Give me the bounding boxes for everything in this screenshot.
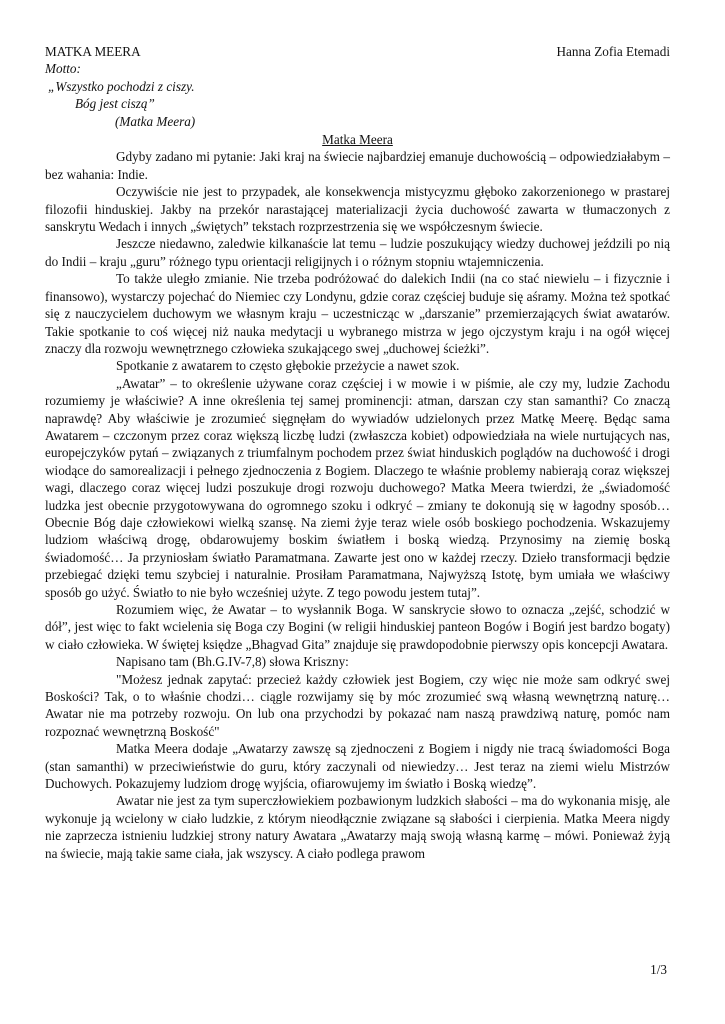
article-title: Matka Meera (322, 132, 393, 148)
paragraph: Matka Meera dodaje „Awatarzy zawszę są zjednoczeni z Bogiem i nigdy nie tracą świadomości Boga (stan samanthi) w przeciwieństwie do guru, który zaczynali od niewiedzy… Jest teraz na ziemi wielu Mistrzów Duchowych. Pokazujemy ludziom drogę wyjścia, ofiarowujemy im światło i Boską wiedzę”. (45, 741, 670, 792)
paragraph: Oczywiście nie jest to przypadek, ale konsekwencja mistycyzmu głęboko zakorzenionego w prastarej filozofii hinduskiej. Jakby na przekór narastającej materializacji życia duchowość zawarta w tłumaczonych z sanskrytu Wedach i innych „świętych” tekstach rozprzestrzenia się we współczesnym świecie. (45, 184, 670, 235)
document-page (45, 43, 670, 862)
header-author: Hanna Zofia Etemadi (556, 44, 670, 59)
paragraph: To także uległo zmianie. Nie trzeba podróżować do dalekich Indii (na co stać niewielu – i fizycznie i finansowo), wystarczy pojechać do Niemiec czy Londynu, gdzie coraz częściej buduje się aśramy. Można też spotkać się z nauczycielem duchowym we własnym kraju – uczestnicząc w „darszanie” przemierzających świat awatarów. Takie spotkanie to coś więcej niż nauka medytacji u wybranego mistrza w jego ojczystym kraju i na ogół więcej znaczy dla rozwoju wewnętrznego człowieka szukającego swej „duchowej ścieżki”. (45, 271, 670, 356)
header-title: MATKA MEERA (45, 44, 141, 59)
page-header (45, 43, 670, 60)
motto-attribution: (Matka Meera) (115, 113, 196, 129)
paragraph: Gdyby zadano mi pytanie: Jaki kraj na świecie najbardziej emanuje duchowością – odpowiedziałabym – bez wahania: Indie. (45, 149, 670, 182)
paragraph: Awatar nie jest za tym superczłowiekiem pozbawionym ludzkich słabości – ma do wykonania misję, ale wykonuje ją wcielony w ciało ludzkie, z którym nieodłącznie związane są słabości i cierpienia. Matka Meera nigdy nie zaprzecza istnieniu ludzkiej strony natury Awatara „Awatarzy mają swoją własną karmę – mówi. Ponieważ żyją na świecie, mają takie same ciała, jak wszyscy. A ciało podlega prawom (45, 793, 670, 861)
motto-line: Bóg jest ciszą” (75, 96, 155, 112)
paragraph: Rozumiem więc, że Awatar – to wysłannik Boga. W sanskrycie słowo to oznacza „zejść, schodzić w dół”, jest więc to fakt wcielenia się Boga czy Bogini (w religii hinduskiej panteon Bogów i Bogiń jest bardzo bogaty) w ciało człowieka. W świętej księdze „Bhagvad Gita” znajduje się prawdopodobnie pierwszy opis koncepcji Awatara. (45, 602, 670, 652)
motto-line: „Wszystko pochodzi z ciszy. (48, 78, 195, 94)
page-number: 1/3 (650, 962, 667, 977)
paragraph: Spotkanie z awatarem to często głębokie przeżycie a nawet szok. (116, 358, 460, 374)
motto-label: Motto: (45, 61, 81, 77)
paragraph: "Możesz jednak zapytać: przecież każdy człowiek jest Bogiem, czy więc nie może sam odkryć swej Boskości? Tak, o to właśnie chodzi… ciągle rozwijamy się by móc zrozumieć swą własną wewnętrzną naturę… Awatar nie ma potrzeby rozwoju. On lub ona przychodzi by pokazać nam naszą prawdziwą naturę, pomóc nam rozpoznać wewnętrzną Boskość" (45, 671, 670, 739)
paragraph: „Awatar” – to określenie używane coraz częściej i w mowie i w piśmie, ale czy my, ludzie Zachodu rozumiemy je właściwie? A inne określenia tej samej prominencji: atman, darszan czy stan samanthi? Co znaczą naprawdę? Aby właściwie je zrozumieć sięgnęłam do wywiadów udzielonych przez Matkę Meerę. Będąc sama Awatarem – czczonym przez coraz większą liczbę ludzi (zwłaszcza kobiet) odpowiedziała na wiele nurtujących nas, europejczyków pytań – związanych z triumfalnym pochodem przez świat hinduskich poglądów na duchowość i drogi wiodące do samorealizacji i pełnego zjednoczenia z Bogiem. Dlaczego te właśnie problemy nabierają coraz większej wagi, dlaczego coraz więcej ludzi poszukuje drogi rozwoju duchowego? Matka Meera twierdzi, że „świadomość ludzka jest obecnie przygotowywana do ogromnego szoku i odkryć – zmiany te dokonują się w łagodny sposób… Obecnie Bóg daje człowiekowi wielką szansę. Na ziemi żyje teraz wiele osób boskiego pochodzenia. Wskazujemy ludziom właściwą drogę, obdarowujemy boskim światłem i boską wiedzą. Przynosimy na ziemię boską świadomość… Ja przyniosłam światło Paramatmana. Zawarte jest ono w każdej rzeczy. Dzieło transformacji będzie przebiegać dzięki temu szybciej i naturalnie. Prosiłam Paramatmana, Najwyższą Istotę, bym umiała we właściwy sposób go użyć. Światło to nie było wcześniej użyte. Z tego powodu jestem tutaj”. (45, 375, 670, 600)
motto (45, 60, 670, 130)
paragraph: Jeszcze niedawno, zaledwie kilkanaście lat temu – ludzie poszukujący wiedzy duchowej jeździli po nią do Indii – kraju „guru” różnego typu orientacji religijnych i o różnym stopniu wtajemniczenia. (45, 236, 670, 269)
paragraph: Napisano tam (Bh.G.IV-7,8) słowa Kriszny: (116, 654, 349, 670)
article-body (45, 148, 670, 862)
